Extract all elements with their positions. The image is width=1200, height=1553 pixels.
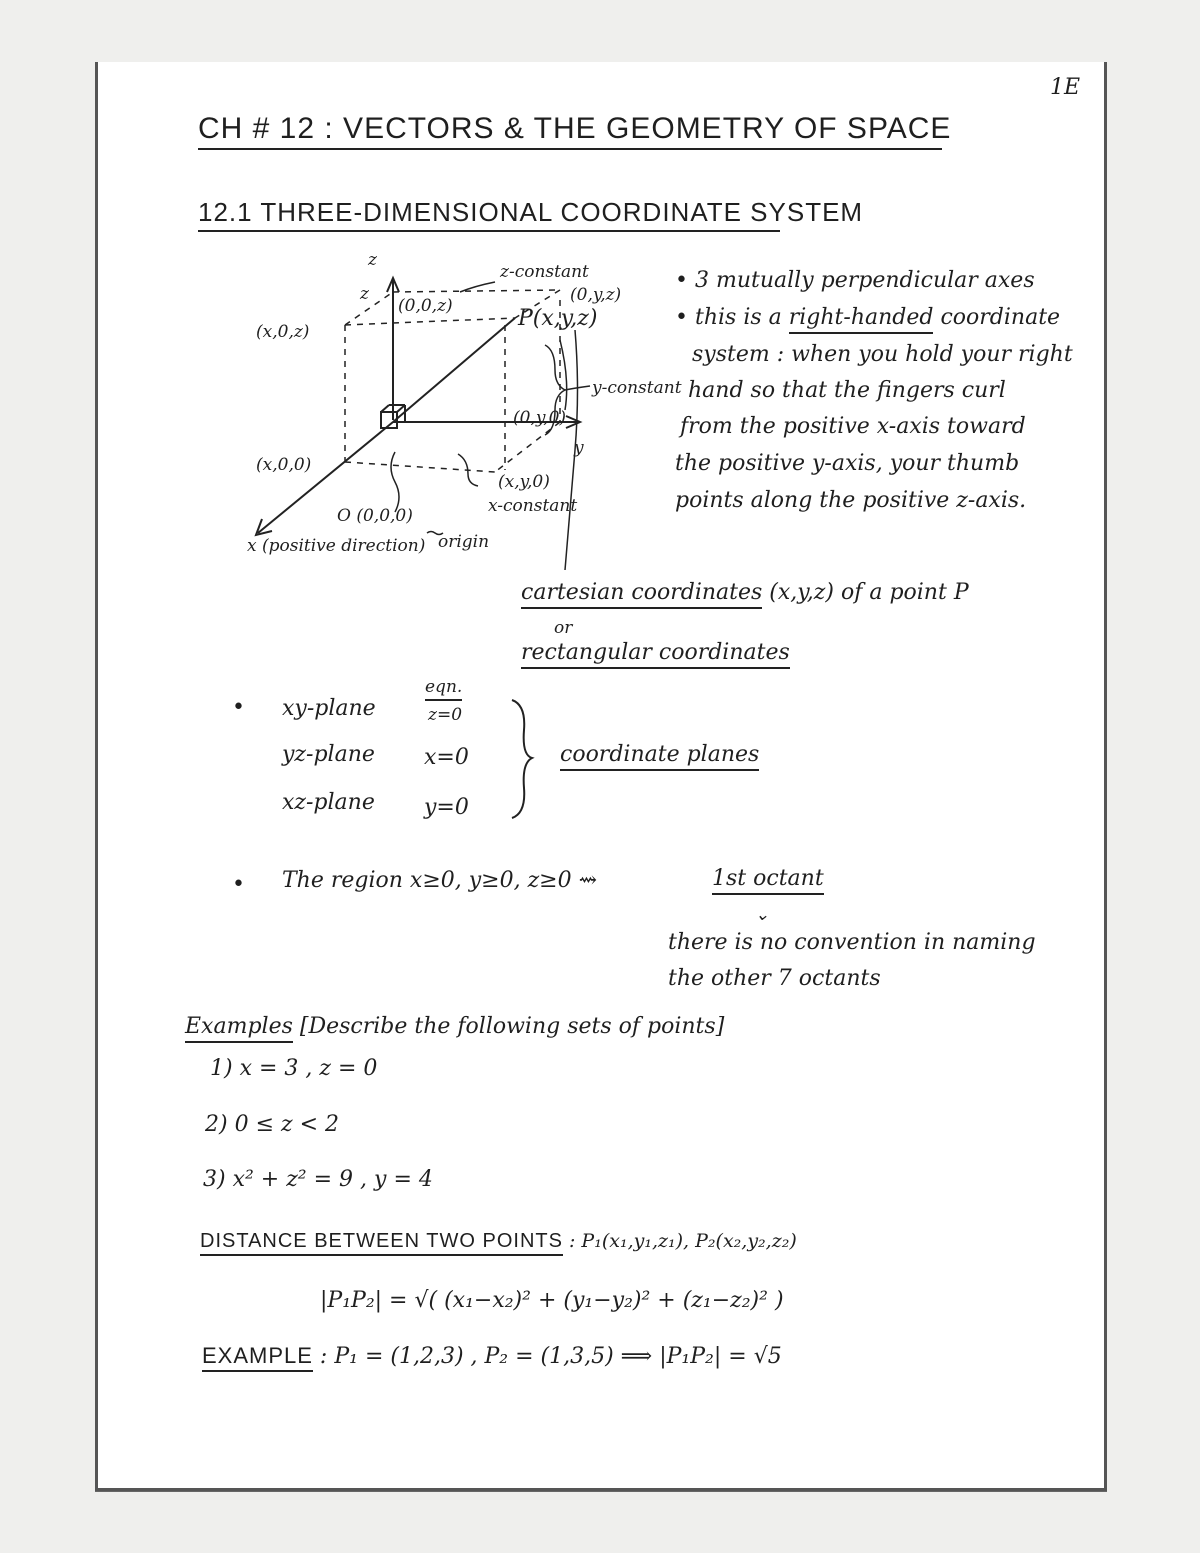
- example-item-3: 3) x² + z² = 9 , y = 4: [203, 1167, 433, 1192]
- point-p-label: P(x,y,z): [518, 306, 598, 331]
- y-axis-label: y: [574, 438, 584, 458]
- distance-formula: |P₁P₂| = √( (x₁−x₂)² + (y₁−y₂)² + (z₁−z₂)² ): [320, 1288, 784, 1313]
- point-00z-label: (0,0,z): [398, 296, 453, 316]
- plane-eq-xz: y=0: [424, 795, 469, 820]
- cartesian-rest: (x,y,z) of a point P: [762, 580, 969, 605]
- eqn-header: eqn.: [425, 677, 462, 701]
- point-0y0-label: (0,y,0): [513, 408, 567, 428]
- origin-coords-label: O (0,0,0): [337, 506, 413, 526]
- rectangular-term: rectangular coordinates: [521, 640, 790, 669]
- distance-points: : P₁(x₁,y₁,z₁), P₂(x₂,y₂,z₂): [562, 1230, 797, 1252]
- plane-name-xy: xy-plane: [282, 696, 376, 721]
- page-number: 1E: [1050, 75, 1081, 100]
- cartesian-term: cartesian coordinates: [521, 580, 762, 609]
- distance-example-text: : P₁ = (1,2,3) , P₂ = (1,3,5) ⟹ |P₁P₂| = √5: [312, 1344, 782, 1369]
- bullet-rh-post: coordinate: [933, 305, 1061, 330]
- right-hand-rule-line: from the positive x-axis toward: [680, 414, 1026, 439]
- point-0yz-label: (0,y,z): [570, 285, 622, 305]
- planes-brace-path: [512, 700, 532, 818]
- bullet-rh-pre: this is a: [694, 305, 789, 330]
- bullet-right-handed: • this is a right-handed coordinate: [675, 305, 1060, 330]
- point-xy0-label: (x,y,0): [498, 472, 550, 492]
- origin-label: origin: [438, 532, 490, 552]
- point-x00-label: (x,0,0): [256, 455, 312, 475]
- right-hand-rule-line: hand so that the fingers curl: [688, 378, 1006, 403]
- bullet-axes: • 3 mutually perpendicular axes: [675, 268, 1035, 293]
- plane-eq-yz: x=0: [424, 745, 469, 770]
- plane-name-xz: xz-plane: [282, 790, 375, 815]
- coordinate-planes-label: coordinate planes: [560, 742, 759, 771]
- examples-line: [185, 1014, 724, 1039]
- point-x0z-label: (x,0,z): [256, 322, 310, 342]
- right-hand-rule-line: system : when you hold your right: [692, 342, 1073, 367]
- chapter-title: CH # 12 : VECTORS & THE GEOMETRY OF SPACE: [198, 112, 942, 150]
- right-handed-term: right-handed: [789, 305, 934, 334]
- octant-region-text: The region x≥0, y≥0, z≥0 ⇝: [282, 868, 598, 893]
- or-label: or: [554, 618, 573, 638]
- x-axis-positive-label: x (positive direction): [247, 536, 426, 556]
- section-title: 12.1 THREE-DIMENSIONAL COORDINATE SYSTEM: [198, 197, 780, 232]
- octant-brace: ⌄: [755, 905, 770, 925]
- examples-instruction: [Describe the following sets of points]: [292, 1014, 725, 1039]
- octant-note-line: the other 7 octants: [668, 966, 881, 991]
- bullet-axes-text: 3 mutually perpendicular axes: [694, 268, 1035, 293]
- distance-example-line: [202, 1343, 782, 1369]
- octant-note-line: there is no convention in naming: [668, 930, 1036, 955]
- first-octant-term: 1st octant: [712, 866, 824, 895]
- bullet-dot: •: [232, 695, 245, 720]
- examples-heading: Examples: [185, 1014, 293, 1043]
- right-hand-rule-line: points along the positive z-axis.: [675, 488, 1027, 513]
- x-constant-label: x-constant: [488, 496, 578, 516]
- example-item-1: 1) x = 3 , z = 0: [210, 1056, 378, 1081]
- distance-example-label: EXAMPLE: [202, 1343, 313, 1372]
- distance-line: [200, 1228, 797, 1253]
- z-mark-label: z: [360, 284, 369, 304]
- right-hand-rule-line: the positive y-axis, your thumb: [675, 451, 1020, 476]
- y-constant-label: y-constant: [592, 378, 682, 398]
- plane-eq-xy: z=0: [428, 705, 463, 725]
- distance-heading: DISTANCE BETWEEN TWO POINTS: [200, 1230, 563, 1256]
- bullet-dot: •: [232, 872, 245, 897]
- z-axis-label: z: [368, 250, 377, 270]
- example-item-2: 2) 0 ≤ z < 2: [205, 1112, 339, 1137]
- plane-name-yz: yz-plane: [282, 742, 375, 767]
- z-constant-label: z-constant: [500, 262, 589, 282]
